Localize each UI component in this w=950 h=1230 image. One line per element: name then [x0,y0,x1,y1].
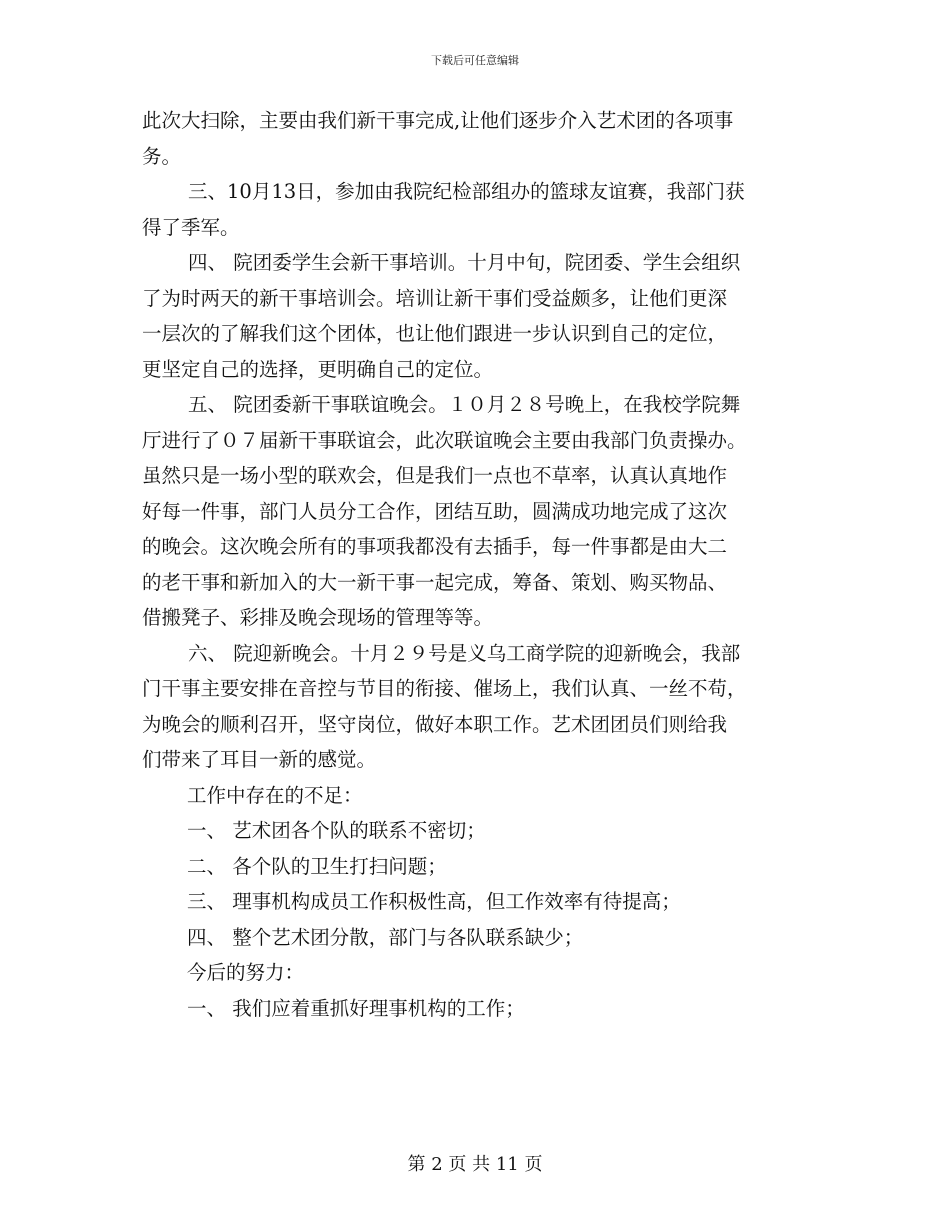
paragraph-line: 门干事主要安排在音控与节目的衔接、催场上，我们认真、一丝不苟， [142,677,747,700]
paragraph-line: 一、 艺术团各个队的联系不密切； [187,819,486,842]
page-header-note: 下载后可任意编辑 [431,54,519,67]
paragraph-line: 厅进行了０７届新干事联谊会，此次联谊晚会主要由我部门负责操办。 [142,428,747,452]
paragraph-line: 好每一件事，部门人员分工合作，团结互助，圆满成功地完成了这次 [142,499,728,523]
paragraph-line: 更坚定自己的选择，更明确自己的定位。 [142,357,494,381]
paragraph-line: 务。 [142,144,182,168]
paragraph-line: 四、 院团委学生会新干事培训。十月中旬，院团委、学生会组织 [188,251,741,274]
page-number-footer: 第 2 页 共 11 页 [407,1154,543,1175]
paragraph-line: 得了季军。 [142,215,240,239]
paragraph-line: 工作中存在的不足： [187,783,363,807]
paragraph-line: 的老干事和新加入的大一新干事一起完成，筹备、策划、购买物品、 [142,570,728,594]
paragraph-line: 的晚会。这次晚会所有的事项我都没有去插手，每一件事都是由大二 [142,535,728,558]
paragraph-line: 此次大扫除，主要由我们新干事完成,让他们逐步介入艺术团的各项事 [142,109,734,132]
paragraph-line: 二、 各个队的卫生打扫问题； [187,854,447,878]
paragraph-line: 五、 院团委新干事联谊晚会。１０月２８号晚上，在我校学院舞 [188,393,741,416]
paragraph-line: 们带来了耳目一新的感觉。 [142,748,377,771]
paragraph-line: 三、10月13日，参加由我院纪检部组办的篮球友谊赛，我部门获 [188,180,745,203]
paragraph-line: 一层次的了解我们这个团体，也让他们跟进一步认识到自己的定位， [142,322,728,345]
paragraph-line: 今后的努力： [187,961,305,984]
paragraph-line: 三、 理事机构成员工作积极性高，但工作效率有待提高； [187,890,681,913]
paragraph-line: 借搬凳子、彩排及晚会现场的管理等等。 [142,606,494,629]
paragraph-line: 了为时两天的新干事培训会。培训让新干事们受益颇多，让他们更深 [142,286,728,310]
paragraph-line: 四、 整个艺术团分散，部门与各队联系缺少； [187,925,584,949]
paragraph-line: 虽然只是一场小型的联欢会，但是我们一点也不草率，认真认真地作 [142,464,728,487]
paragraph-line: 六、 院迎新晚会。十月２９号是义乌工商学院的迎新晚会，我部 [188,641,741,665]
paragraph-line: 为晚会的顺利召开，坚守岗位，做好本职工作。艺术团团员们则给我 [142,712,728,736]
paragraph-line: 一、 我们应着重抓好理事机构的工作； [187,996,525,1020]
document-body [142,103,812,1026]
